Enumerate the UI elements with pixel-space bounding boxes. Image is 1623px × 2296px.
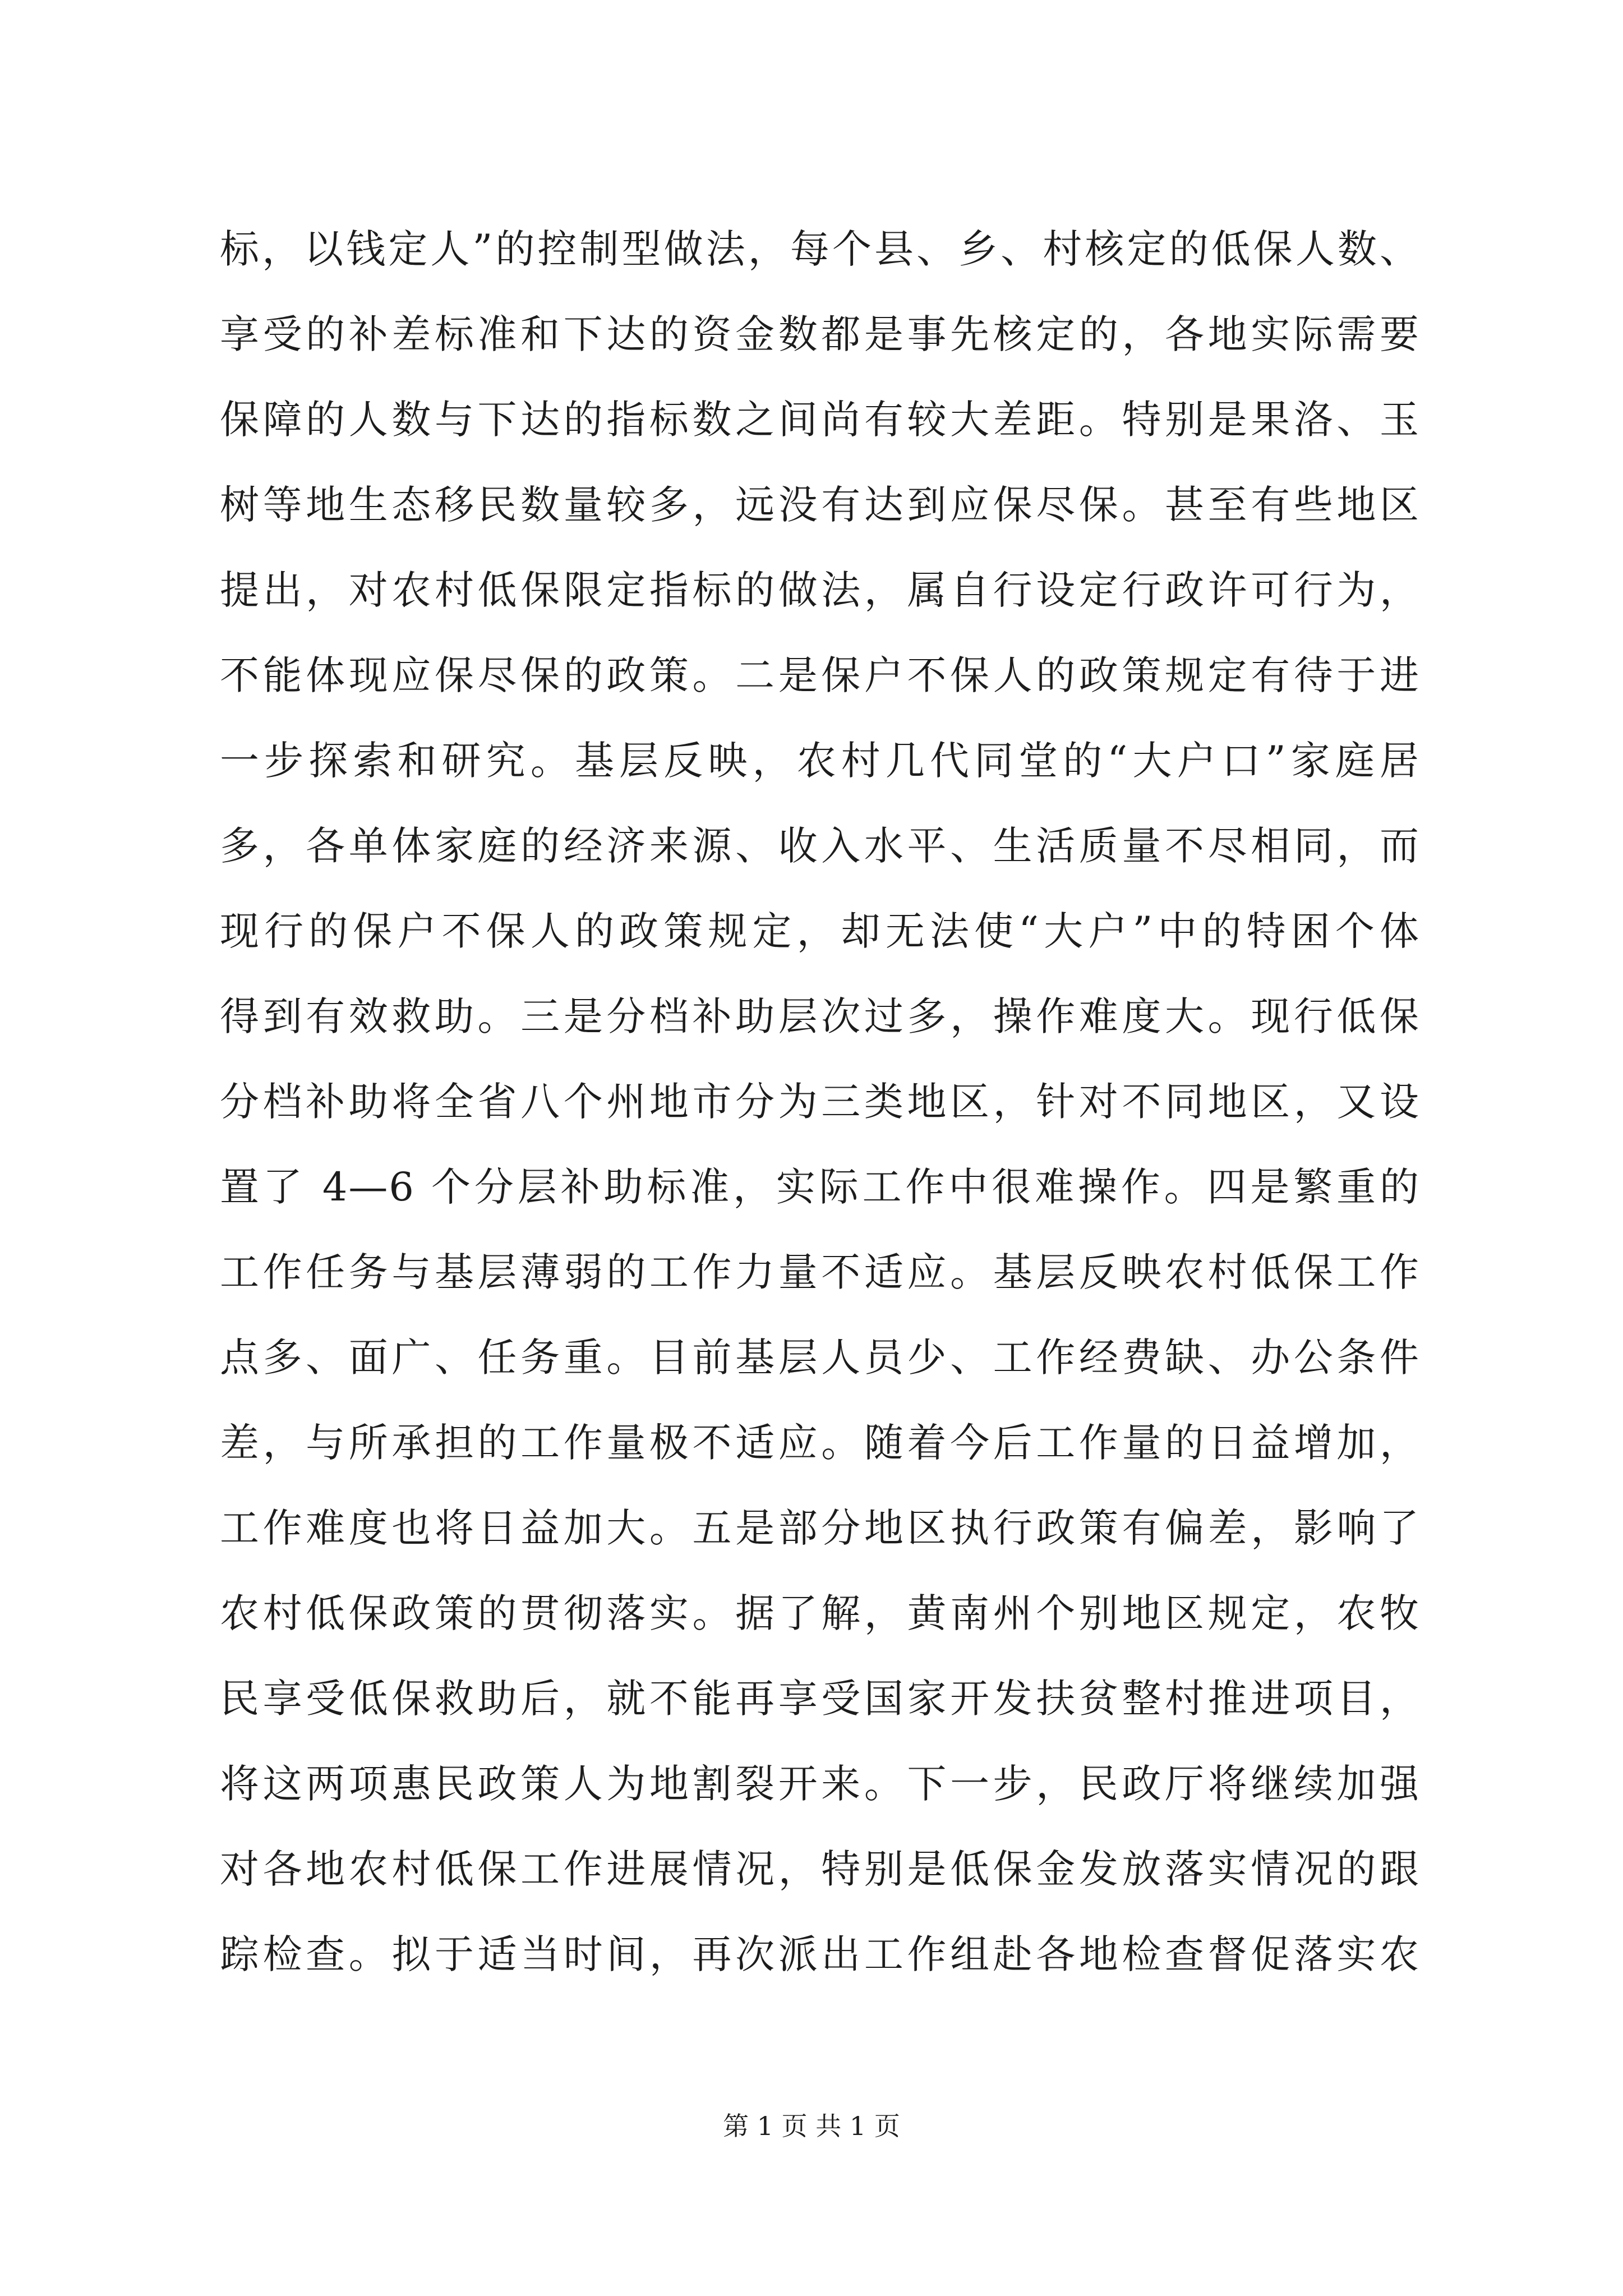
text-line: 不能体现应保尽保的政策。二是保户不保人的政策规定有待于进 [220, 652, 1420, 698]
text-line: 对各地农村低保工作进展情况，特别是低保金发放落实情况的跟 [220, 1846, 1420, 1892]
text-line: 得到有效救助。三是分档补助层次过多，操作难度大。现行低保 [220, 993, 1420, 1039]
text-line: 置了 4—6 个分层补助标准，实际工作中很难操作。四是繁重的 [220, 1164, 1420, 1210]
text-line: 享受的补差标准和下达的资金数都是事先核定的，各地实际需要 [220, 311, 1420, 357]
page-footer: 第 1 页 共 1 页 [723, 2111, 900, 2141]
text-line: 工作任务与基层薄弱的工作力量不适应。基层反映农村低保工作 [220, 1249, 1420, 1295]
text-line: 一步探索和研究。基层反映，农村几代同堂的“大户口”家庭居 [220, 738, 1420, 784]
body-text [220, 206, 1420, 1997]
text-line: 标，以钱定人”的控制型做法，每个县、乡、村核定的低保人数、 [220, 226, 1420, 272]
text-line: 差，与所承担的工作量极不适应。随着今后工作量的日益增加， [220, 1420, 1420, 1466]
text-line: 多，各单体家庭的经济来源、收入水平、生活质量不尽相同，而 [220, 823, 1420, 869]
text-line: 将这两项惠民政策人为地割裂开来。下一步，民政厅将继续加强 [220, 1761, 1420, 1807]
text-line: 农村低保政策的贯彻落实。据了解，黄南州个别地区规定，农牧 [220, 1590, 1420, 1636]
text-line: 分档补助将全省八个州地市分为三类地区，针对不同地区，又设 [220, 1079, 1420, 1125]
text-line: 保障的人数与下达的指标数之间尚有较大差距。特别是果洛、玉 [220, 397, 1420, 443]
text-line: 提出，对农村低保限定指标的做法，属自行设定行政许可行为， [220, 567, 1420, 613]
text-line: 现行的保户不保人的政策规定，却无法使“大户”中的特困个体 [220, 908, 1420, 954]
text-line: 树等地生态移民数量较多，远没有达到应保尽保。甚至有些地区 [220, 482, 1420, 528]
text-line: 点多、面广、任务重。目前基层人员少、工作经费缺、办公条件 [220, 1335, 1420, 1381]
text-line: 踪检查。拟于适当时间，再次派出工作组赴各地检查督促落实农 [220, 1931, 1420, 1977]
text-line: 民享受低保救助后，就不能再享受国家开发扶贫整村推进项目， [220, 1676, 1420, 1722]
text-line: 工作难度也将日益加大。五是部分地区执行政策有偏差，影响了 [220, 1505, 1420, 1551]
